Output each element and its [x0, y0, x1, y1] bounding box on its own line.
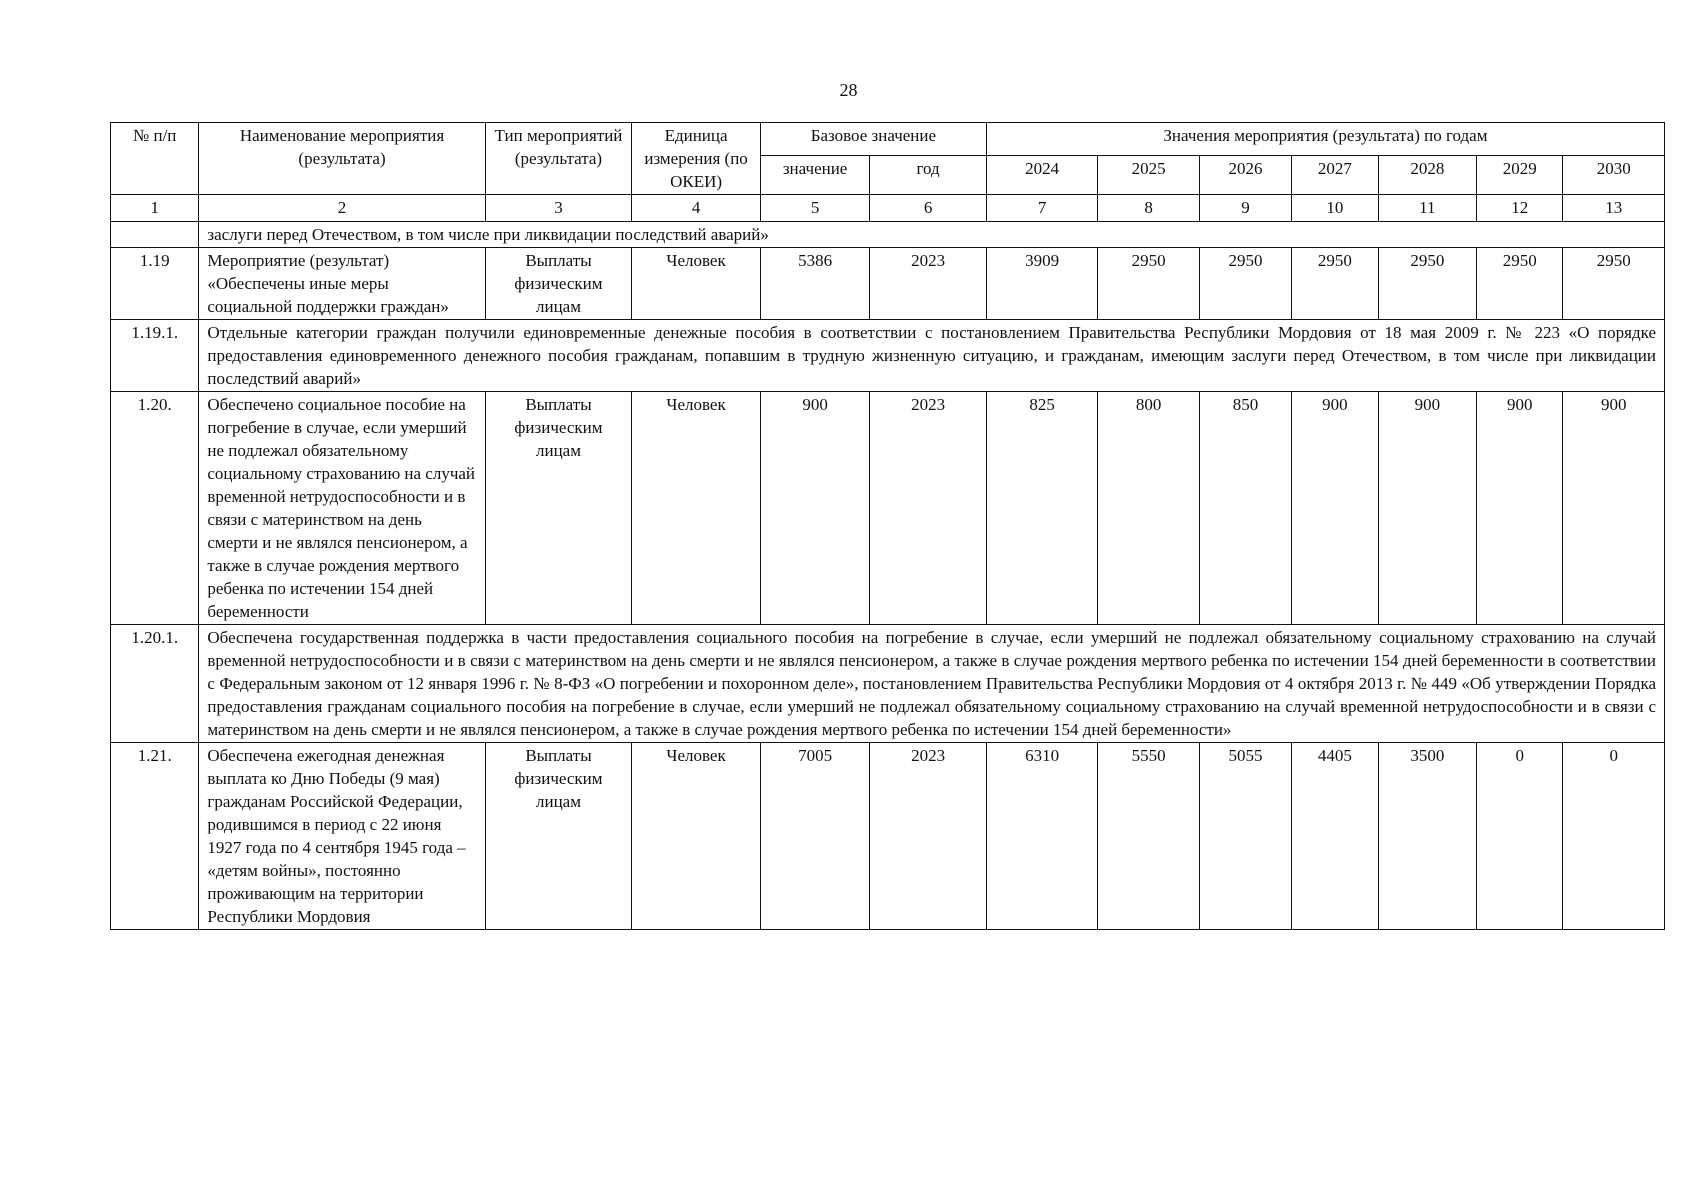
- header-year: 2025: [1098, 156, 1199, 195]
- table-row: [111, 392, 1665, 625]
- header-name: Наименование мероприятия (результата): [199, 123, 485, 195]
- row-value: 850: [1199, 392, 1291, 625]
- row-type: Выплаты физическим лицам: [485, 248, 632, 320]
- row-description: Отдельные категории граждан получили единовременные денежные пособия в соответствии с постановлением Правительства Республики Мордовия от 18 мая 2009 г. № 223 «О порядке предоставления единовременного денежного пособия гражданам, попавшим в трудную жизненную ситуацию, и гражданам, имеющим заслуги перед Отечеством, в том числе при ликвидации последствий аварий»: [199, 320, 1665, 392]
- row-base-year: 2023: [870, 248, 987, 320]
- table-row: [111, 248, 1665, 320]
- column-number: 12: [1477, 195, 1563, 222]
- row-base-value: 7005: [760, 743, 869, 930]
- header-unit: Единица измерения (по ОКЕИ): [632, 123, 761, 195]
- column-numbers-row: [111, 195, 1665, 222]
- row-type: Выплаты физическим лицам: [485, 392, 632, 625]
- row-value: 2950: [1477, 248, 1563, 320]
- row-value: 900: [1477, 392, 1563, 625]
- row-num: 1.19.1.: [111, 320, 199, 392]
- indicators-table: [110, 122, 1665, 930]
- table-row: [111, 222, 1665, 248]
- page-number: 28: [839, 80, 858, 100]
- table-row: [111, 743, 1665, 930]
- row-unit: Человек: [632, 392, 761, 625]
- header-year: 2029: [1477, 156, 1563, 195]
- row-value: 3500: [1378, 743, 1476, 930]
- header-base-value: значение: [760, 156, 869, 195]
- row-num: [111, 222, 199, 248]
- column-number: 8: [1098, 195, 1199, 222]
- row-value: 825: [986, 392, 1097, 625]
- header-year: 2028: [1378, 156, 1476, 195]
- header-base: Базовое значение: [760, 123, 986, 156]
- column-number: 3: [485, 195, 632, 222]
- column-number: 7: [986, 195, 1097, 222]
- row-num: 1.20.: [111, 392, 199, 625]
- column-number: 10: [1292, 195, 1378, 222]
- row-type: Выплаты физическим лицам: [485, 743, 632, 930]
- column-number: 9: [1199, 195, 1291, 222]
- row-value: 2950: [1378, 248, 1476, 320]
- row-unit: Человек: [632, 743, 761, 930]
- row-base-year: 2023: [870, 743, 987, 930]
- column-number: 11: [1378, 195, 1476, 222]
- row-name: Обеспечена ежегодная денежная выплата ко Дню Победы (9 мая) гражданам Российской Федерации, родившимся в период с 22 июня 1927 года по 4 сентября 1945 года – «детям войны», постоянно проживающим на территории Республики Мордовия: [199, 743, 485, 930]
- column-number: 4: [632, 195, 761, 222]
- row-value: 3909: [986, 248, 1097, 320]
- header-num: № п/п: [111, 123, 199, 195]
- row-description: Обеспечена государственная поддержка в части предоставления социального пособия на погребение в случае, если умерший не подлежал обязательному социальному страхованию на случай временной нетрудоспособности и в связи с материнством на день смерти и не являлся пенсионером, а также в случае рождения мертвого ребенка по истечении 154 дней беременности в соответствии с Федеральным законом от 12 января 1996 г. № 8-ФЗ «О погребении и похоронном деле», постановлением Правительства Республики Мордовия от 4 октября 2013 г. № 449 «Об утверждении Порядка предоставления гражданам социального пособия на погребение в случае, если умерший не подлежал обязательному социальному страхованию на случай временной нетрудоспособности и в связи с материнством на день смерти и не являлся пенсионером, а также в случае рождения мертвого ребенка по истечении 154 дней беременности»: [199, 625, 1665, 743]
- row-base-value: 5386: [760, 248, 869, 320]
- row-base-year: 2023: [870, 392, 987, 625]
- row-value: 0: [1477, 743, 1563, 930]
- row-num: 1.20.1.: [111, 625, 199, 743]
- row-value: 900: [1378, 392, 1476, 625]
- table-row: [111, 320, 1665, 392]
- header-year: 2026: [1199, 156, 1291, 195]
- header-base-year: год: [870, 156, 987, 195]
- row-value: 0: [1563, 743, 1665, 930]
- column-number: 6: [870, 195, 987, 222]
- row-num: 1.21.: [111, 743, 199, 930]
- column-number: 1: [111, 195, 199, 222]
- table-header-row: [111, 123, 1665, 156]
- row-value: 2950: [1563, 248, 1665, 320]
- row-value: 2950: [1292, 248, 1378, 320]
- row-value: 5550: [1098, 743, 1199, 930]
- table-row: [111, 625, 1665, 743]
- row-value: 900: [1292, 392, 1378, 625]
- header-year: 2030: [1563, 156, 1665, 195]
- row-num: 1.19: [111, 248, 199, 320]
- header-year: 2027: [1292, 156, 1378, 195]
- column-number: 5: [760, 195, 869, 222]
- header-years: Значения мероприятия (результата) по годам: [986, 123, 1664, 156]
- row-value: 4405: [1292, 743, 1378, 930]
- header-year: 2024: [986, 156, 1097, 195]
- column-number: 13: [1563, 195, 1665, 222]
- row-name: Обеспечено социальное пособие на погребение в случае, если умерший не подлежал обязательному социальному страхованию на случай временной нетрудоспособности и в связи с материнством на день смерти и не являлся пенсионером, а также в случае рождения мертвого ребенка по истечении 154 дней беременности: [199, 392, 485, 625]
- row-value: 5055: [1199, 743, 1291, 930]
- row-value: 800: [1098, 392, 1199, 625]
- header-type: Тип мероприятий (результата): [485, 123, 632, 195]
- row-value: 900: [1563, 392, 1665, 625]
- row-value: 2950: [1199, 248, 1291, 320]
- row-base-value: 900: [760, 392, 869, 625]
- continuation-text: заслуги перед Отечеством, в том числе при ликвидации последствий аварий»: [199, 222, 1665, 248]
- column-number: 2: [199, 195, 485, 222]
- row-name: Мероприятие (результат) «Обеспечены иные меры социальной поддержки граждан»: [199, 248, 485, 320]
- row-unit: Человек: [632, 248, 761, 320]
- row-value: 6310: [986, 743, 1097, 930]
- row-value: 2950: [1098, 248, 1199, 320]
